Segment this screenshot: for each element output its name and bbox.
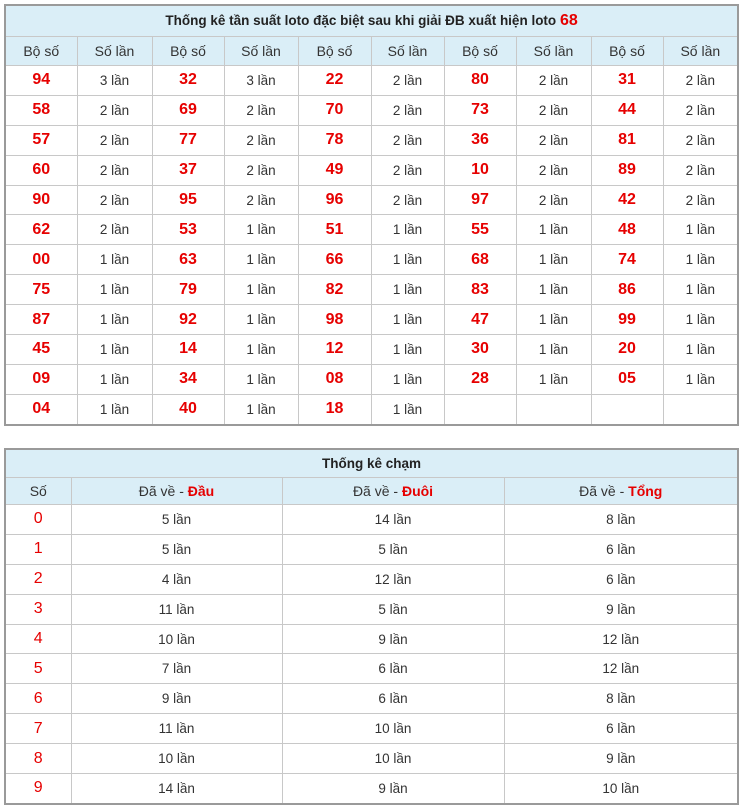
loto-number: 98: [298, 305, 371, 335]
table-row: [5, 684, 738, 714]
loto-count: 1 lần: [516, 364, 591, 394]
loto-number: 48: [591, 215, 663, 245]
table-row: [5, 245, 738, 275]
cham-duoi-count: 14 lần: [282, 505, 504, 535]
loto-count: 1 lần: [516, 275, 591, 305]
cham-digit: 2: [5, 564, 71, 594]
cham-dau-count: 9 lần: [71, 684, 282, 714]
col-header-tong-label: Tổng: [628, 483, 663, 499]
loto-count: 1 lần: [516, 215, 591, 245]
loto-count: 1 lần: [663, 335, 738, 365]
table-row: [5, 275, 738, 305]
cham-digit: 4: [5, 624, 71, 654]
loto-count: 1 lần: [516, 245, 591, 275]
col-header-dau: [71, 478, 282, 505]
loto-number: 31: [591, 66, 663, 96]
table-row: [5, 305, 738, 335]
loto-number: 22: [298, 66, 371, 96]
col-header-count: Số lần: [516, 37, 591, 66]
loto-number: 42: [591, 185, 663, 215]
cham-digit: 8: [5, 744, 71, 774]
loto-count: 2 lần: [371, 185, 444, 215]
loto-number: 55: [444, 215, 516, 245]
table-row: [5, 714, 738, 744]
loto-number: 90: [5, 185, 77, 215]
cham-dau-count: 10 lần: [71, 744, 282, 774]
loto-number: 97: [444, 185, 516, 215]
table-row: [5, 125, 738, 155]
loto-frequency-body: [5, 66, 738, 425]
table-row: [5, 505, 738, 535]
table-row: [5, 654, 738, 684]
col-header-count: Số lần: [224, 37, 298, 66]
loto-count: 2 lần: [516, 95, 591, 125]
loto-number: 18: [298, 394, 371, 424]
table-row: [5, 774, 738, 804]
loto-number: 32: [152, 66, 224, 96]
loto-count: 1 lần: [77, 275, 152, 305]
loto-number: 62: [5, 215, 77, 245]
loto-number: 66: [298, 245, 371, 275]
loto-frequency-table: [4, 4, 739, 426]
loto-number: 47: [444, 305, 516, 335]
cham-duoi-count: 12 lần: [282, 564, 504, 594]
col-header-number: Bộ số: [5, 37, 77, 66]
loto-count: 1 lần: [224, 394, 298, 424]
loto-number: 78: [298, 125, 371, 155]
loto-number: 30: [444, 335, 516, 365]
col-header-number: Bộ số: [444, 37, 516, 66]
loto-count: 2 lần: [516, 66, 591, 96]
cham-digit: 3: [5, 594, 71, 624]
cham-dau-count: 4 lần: [71, 564, 282, 594]
loto-number: 86: [591, 275, 663, 305]
table-row: [5, 66, 738, 96]
table-row: [5, 95, 738, 125]
loto-count: 1 lần: [663, 305, 738, 335]
table-row: [5, 744, 738, 774]
loto-count: 2 lần: [663, 66, 738, 96]
loto-number: 89: [591, 155, 663, 185]
col-header-dau-label: Đầu: [187, 483, 215, 499]
loto-count: 3 lần: [77, 66, 152, 96]
cham-tong-count: 10 lần: [504, 774, 738, 804]
loto-number: 92: [152, 305, 224, 335]
loto-number: 44: [591, 95, 663, 125]
loto-number: 08: [298, 364, 371, 394]
loto-count: 2 lần: [663, 155, 738, 185]
loto-count: 3 lần: [224, 66, 298, 96]
cham-tong-count: 8 lần: [504, 505, 738, 535]
cham-duoi-count: 9 lần: [282, 624, 504, 654]
cham-duoi-count: 6 lần: [282, 654, 504, 684]
col-header-count: Số lần: [663, 37, 738, 66]
loto-count: 2 lần: [77, 185, 152, 215]
loto-number: 28: [444, 364, 516, 394]
loto-count: 1 lần: [371, 215, 444, 245]
col-header-count: Số lần: [77, 37, 152, 66]
table-row: [5, 215, 738, 245]
loto-count: 2 lần: [77, 95, 152, 125]
cham-tong-count: 6 lần: [504, 564, 738, 594]
loto-number: 80: [444, 66, 516, 96]
table-row: [5, 564, 738, 594]
loto-number: 99: [591, 305, 663, 335]
title-text: Thống kê tần suất loto đặc biệt sau khi giải ĐB xuất hiện loto: [165, 13, 557, 28]
loto-number: 73: [444, 95, 516, 125]
cham-digit: 5: [5, 654, 71, 684]
cham-dau-count: 5 lần: [71, 505, 282, 535]
loto-count: 1 lần: [224, 215, 298, 245]
cham-digit: 0: [5, 505, 71, 535]
cham-dau-count: 5 lần: [71, 534, 282, 564]
cham-tong-count: 8 lần: [504, 684, 738, 714]
col-header-so: Số: [5, 478, 71, 505]
cham-digit: 6: [5, 684, 71, 714]
loto-number: 36: [444, 125, 516, 155]
cham-duoi-count: 5 lần: [282, 534, 504, 564]
loto-count: 1 lần: [77, 394, 152, 424]
loto-count: 1 lần: [224, 305, 298, 335]
loto-count: 1 lần: [663, 245, 738, 275]
loto-number: 05: [591, 364, 663, 394]
table-row: [5, 155, 738, 185]
loto-count: 1 lần: [371, 335, 444, 365]
loto-count: 1 lần: [224, 335, 298, 365]
loto-number: 04: [5, 394, 77, 424]
col-header-count: Số lần: [371, 37, 444, 66]
loto-count: 1 lần: [371, 275, 444, 305]
loto-count: 1 lần: [663, 364, 738, 394]
loto-count: 2 lần: [371, 95, 444, 125]
loto-count: 2 lần: [224, 185, 298, 215]
loto-number: 34: [152, 364, 224, 394]
loto-number: 95: [152, 185, 224, 215]
loto-count: 1 lần: [371, 394, 444, 424]
loto-count: 2 lần: [77, 155, 152, 185]
loto-count: 1 lần: [224, 275, 298, 305]
loto-count: 1 lần: [516, 305, 591, 335]
table-row: [5, 594, 738, 624]
table-row: [5, 185, 738, 215]
loto-count: 1 lần: [77, 305, 152, 335]
cham-tong-count: 12 lần: [504, 654, 738, 684]
loto-count: 1 lần: [371, 245, 444, 275]
loto-count: 2 lần: [371, 125, 444, 155]
col-header-dau-prefix: Đã về -: [138, 483, 188, 499]
loto-number: 79: [152, 275, 224, 305]
loto-number: 94: [5, 66, 77, 96]
loto-number: [591, 394, 663, 424]
loto-number: 09: [5, 364, 77, 394]
loto-number: 75: [5, 275, 77, 305]
loto-count: 2 lần: [663, 125, 738, 155]
loto-count: 1 lần: [663, 275, 738, 305]
cham-dau-count: 11 lần: [71, 594, 282, 624]
loto-count: 2 lần: [224, 125, 298, 155]
table-row: [5, 534, 738, 564]
cham-tong-count: 12 lần: [504, 624, 738, 654]
cham-statistics-title: Thống kê chạm: [5, 449, 738, 478]
loto-number: 70: [298, 95, 371, 125]
col-header-number: Bộ số: [298, 37, 371, 66]
loto-number: 96: [298, 185, 371, 215]
cham-statistics-body: [5, 505, 738, 804]
loto-number: 51: [298, 215, 371, 245]
col-header-duoi-prefix: Đã về -: [352, 483, 402, 499]
col-header-duoi-label: Đuôi: [401, 483, 434, 499]
table-row: [5, 364, 738, 394]
loto-number: 20: [591, 335, 663, 365]
loto-count: 2 lần: [77, 215, 152, 245]
loto-number: 74: [591, 245, 663, 275]
loto-number: 00: [5, 245, 77, 275]
cham-digit: 9: [5, 774, 71, 804]
loto-number: 53: [152, 215, 224, 245]
cham-dau-count: 10 lần: [71, 624, 282, 654]
loto-count: 1 lần: [77, 364, 152, 394]
table-row: [5, 394, 738, 424]
cham-duoi-count: 5 lần: [282, 594, 504, 624]
cham-dau-count: 14 lần: [71, 774, 282, 804]
loto-number: 77: [152, 125, 224, 155]
loto-number: 37: [152, 155, 224, 185]
cham-duoi-count: 10 lần: [282, 744, 504, 774]
cham-dau-count: 7 lần: [71, 654, 282, 684]
loto-count: 2 lần: [77, 125, 152, 155]
loto-number: 40: [152, 394, 224, 424]
loto-count: 2 lần: [224, 155, 298, 185]
col-header-tong-prefix: Đã về -: [579, 483, 629, 499]
loto-number: 45: [5, 335, 77, 365]
cham-duoi-count: 10 lần: [282, 714, 504, 744]
loto-count: [663, 394, 738, 424]
loto-number: 49: [298, 155, 371, 185]
loto-count: 2 lần: [516, 125, 591, 155]
loto-count: 2 lần: [224, 95, 298, 125]
loto-number: 58: [5, 95, 77, 125]
cham-tong-count: 6 lần: [504, 534, 738, 564]
cham-tong-count: 6 lần: [504, 714, 738, 744]
loto-count: 1 lần: [77, 335, 152, 365]
cham-tong-count: 9 lần: [504, 744, 738, 774]
col-header-duoi: [282, 478, 504, 505]
table-row: [5, 624, 738, 654]
loto-count: 2 lần: [516, 185, 591, 215]
loto-count: 2 lần: [663, 185, 738, 215]
title-highlight-number: 68: [559, 12, 578, 29]
loto-number: 81: [591, 125, 663, 155]
loto-number: 10: [444, 155, 516, 185]
loto-count: 2 lần: [371, 66, 444, 96]
cham-dau-count: 11 lần: [71, 714, 282, 744]
loto-count: 2 lần: [516, 155, 591, 185]
loto-number: 82: [298, 275, 371, 305]
cham-digit: 7: [5, 714, 71, 744]
column-header-row: [5, 37, 738, 66]
loto-frequency-title: [5, 5, 738, 37]
loto-count: 1 lần: [516, 335, 591, 365]
cham-statistics-table: [4, 448, 739, 805]
loto-number: 87: [5, 305, 77, 335]
col-header-tong: [504, 478, 738, 505]
loto-count: 2 lần: [371, 155, 444, 185]
loto-number: 63: [152, 245, 224, 275]
cham-duoi-count: 9 lần: [282, 774, 504, 804]
col-header-number: Bộ số: [152, 37, 224, 66]
loto-number: 68: [444, 245, 516, 275]
col-header-number: Bộ số: [591, 37, 663, 66]
cham-tong-count: 9 lần: [504, 594, 738, 624]
cham-duoi-count: 6 lần: [282, 684, 504, 714]
loto-number: 57: [5, 125, 77, 155]
loto-number: [444, 394, 516, 424]
loto-count: [516, 394, 591, 424]
loto-count: 1 lần: [371, 305, 444, 335]
cham-header-row: [5, 478, 738, 505]
loto-count: 2 lần: [663, 95, 738, 125]
cham-digit: 1: [5, 534, 71, 564]
loto-number: 14: [152, 335, 224, 365]
loto-number: 60: [5, 155, 77, 185]
table-row: [5, 335, 738, 365]
loto-count: 1 lần: [371, 364, 444, 394]
loto-number: 12: [298, 335, 371, 365]
loto-count: 1 lần: [663, 215, 738, 245]
loto-count: 1 lần: [224, 245, 298, 275]
loto-count: 1 lần: [77, 245, 152, 275]
loto-number: 83: [444, 275, 516, 305]
loto-number: 69: [152, 95, 224, 125]
loto-count: 1 lần: [224, 364, 298, 394]
